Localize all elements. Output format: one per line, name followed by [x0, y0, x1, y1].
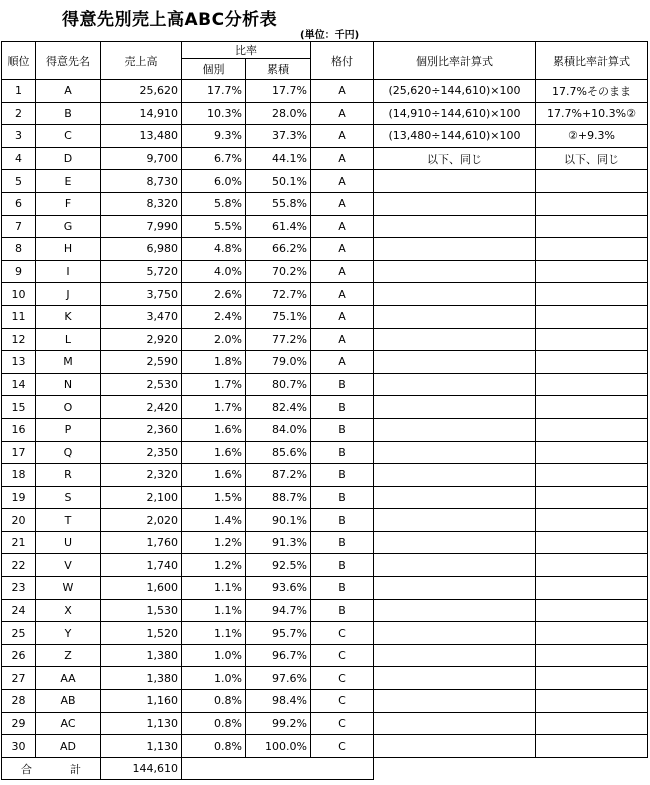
- formula-cumulative-cell: [536, 464, 648, 487]
- cumulative-ratio-cell: 88.7%: [246, 486, 311, 509]
- individual-ratio-cell: 17.7%: [182, 80, 246, 103]
- formula-cumulative-cell: [536, 192, 648, 215]
- formula-individual-cell: (13,480÷144,610)×100: [374, 125, 536, 148]
- formula-cumulative-cell: [536, 531, 648, 554]
- cumulative-ratio-cell: 28.0%: [246, 102, 311, 125]
- table-row: [2, 509, 648, 532]
- formula-individual-cell: [374, 396, 536, 419]
- rank-cell: 1: [2, 80, 36, 103]
- individual-ratio-cell: 1.1%: [182, 622, 246, 645]
- formula-individual-cell: [374, 170, 536, 193]
- individual-ratio-cell: 1.6%: [182, 464, 246, 487]
- table-row: [2, 464, 648, 487]
- formula-cumulative-cell: [536, 260, 648, 283]
- formula-cumulative-cell: [536, 238, 648, 261]
- formula-individual-cell: [374, 373, 536, 396]
- rank-cell: 9: [2, 260, 36, 283]
- formula-cumulative-cell: [536, 373, 648, 396]
- total-blank-area: [374, 757, 648, 780]
- individual-ratio-cell: 1.1%: [182, 599, 246, 622]
- grade-cell: B: [311, 509, 374, 532]
- sales-cell: 2,360: [101, 418, 182, 441]
- formula-cumulative-cell: [536, 690, 648, 713]
- formula-individual-cell: [374, 283, 536, 306]
- header-cumulative: 累積: [246, 59, 311, 80]
- individual-ratio-cell: 1.7%: [182, 373, 246, 396]
- formula-cumulative-cell: [536, 622, 648, 645]
- table-row: [2, 712, 648, 735]
- formula-individual-cell: [374, 531, 536, 554]
- grade-cell: C: [311, 712, 374, 735]
- rank-cell: 14: [2, 373, 36, 396]
- rank-cell: 30: [2, 735, 36, 758]
- sales-cell: 25,620: [101, 80, 182, 103]
- cumulative-ratio-cell: 97.6%: [246, 667, 311, 690]
- cumulative-ratio-cell: 82.4%: [246, 396, 311, 419]
- customer-name-cell: L: [36, 328, 101, 351]
- individual-ratio-cell: 1.8%: [182, 351, 246, 374]
- formula-individual-cell: [374, 192, 536, 215]
- table-row: [2, 667, 648, 690]
- grade-cell: A: [311, 238, 374, 261]
- grade-cell: A: [311, 260, 374, 283]
- cumulative-ratio-cell: 55.8%: [246, 192, 311, 215]
- rank-cell: 7: [2, 215, 36, 238]
- rank-cell: 19: [2, 486, 36, 509]
- formula-cumulative-cell: [536, 509, 648, 532]
- customer-name-cell: Y: [36, 622, 101, 645]
- customer-name-cell: U: [36, 531, 101, 554]
- table-row: [2, 396, 648, 419]
- individual-ratio-cell: 5.5%: [182, 215, 246, 238]
- header-individual: 個別: [182, 59, 246, 80]
- customer-name-cell: D: [36, 147, 101, 170]
- cumulative-ratio-cell: 72.7%: [246, 283, 311, 306]
- sales-cell: 1,740: [101, 554, 182, 577]
- table-row: [2, 690, 648, 713]
- table-row: [2, 215, 648, 238]
- cumulative-ratio-cell: 95.7%: [246, 622, 311, 645]
- grade-cell: C: [311, 622, 374, 645]
- sales-cell: 3,470: [101, 305, 182, 328]
- individual-ratio-cell: 0.8%: [182, 690, 246, 713]
- individual-ratio-cell: 10.3%: [182, 102, 246, 125]
- header-grade: 格付: [311, 42, 374, 80]
- table-row: [2, 147, 648, 170]
- customer-name-cell: M: [36, 351, 101, 374]
- cumulative-ratio-cell: 84.0%: [246, 418, 311, 441]
- formula-cumulative-cell: [536, 599, 648, 622]
- formula-individual-cell: [374, 712, 536, 735]
- grade-cell: B: [311, 577, 374, 600]
- cumulative-ratio-cell: 94.7%: [246, 599, 311, 622]
- sales-cell: 13,480: [101, 125, 182, 148]
- individual-ratio-cell: 1.4%: [182, 509, 246, 532]
- cumulative-ratio-cell: 77.2%: [246, 328, 311, 351]
- formula-individual-cell: [374, 238, 536, 261]
- formula-cumulative-cell: [536, 712, 648, 735]
- sales-cell: 8,320: [101, 192, 182, 215]
- formula-individual-cell: [374, 735, 536, 758]
- formula-cumulative-cell: [536, 283, 648, 306]
- formula-individual-cell: 以下、同じ: [374, 147, 536, 170]
- formula-cumulative-cell: ②+9.3%: [536, 125, 648, 148]
- table-row: [2, 305, 648, 328]
- formula-cumulative-cell: [536, 667, 648, 690]
- table-row: [2, 735, 648, 758]
- total-row: [2, 757, 648, 780]
- table-row: [2, 192, 648, 215]
- rank-cell: 24: [2, 599, 36, 622]
- formula-individual-cell: [374, 690, 536, 713]
- sales-cell: 1,130: [101, 735, 182, 758]
- header-sales: 売上高: [101, 42, 182, 80]
- page-title: 得意先別売上高ABC分析表: [62, 10, 278, 30]
- cumulative-ratio-cell: 92.5%: [246, 554, 311, 577]
- formula-cumulative-cell: [536, 735, 648, 758]
- formula-cumulative-cell: [536, 577, 648, 600]
- rank-cell: 2: [2, 102, 36, 125]
- sales-cell: 2,920: [101, 328, 182, 351]
- cumulative-ratio-cell: 90.1%: [246, 509, 311, 532]
- cumulative-ratio-cell: 17.7%: [246, 80, 311, 103]
- formula-individual-cell: (14,910÷144,610)×100: [374, 102, 536, 125]
- individual-ratio-cell: 2.6%: [182, 283, 246, 306]
- table-row: [2, 102, 648, 125]
- sales-cell: 2,590: [101, 351, 182, 374]
- table-row: [2, 260, 648, 283]
- formula-cumulative-cell: [536, 328, 648, 351]
- rank-cell: 12: [2, 328, 36, 351]
- table-row: [2, 622, 648, 645]
- formula-cumulative-cell: [536, 396, 648, 419]
- customer-name-cell: V: [36, 554, 101, 577]
- individual-ratio-cell: 1.6%: [182, 441, 246, 464]
- table-row: [2, 80, 648, 103]
- customer-name-cell: A: [36, 80, 101, 103]
- sales-cell: 1,760: [101, 531, 182, 554]
- rank-cell: 23: [2, 577, 36, 600]
- formula-individual-cell: [374, 599, 536, 622]
- rank-cell: 28: [2, 690, 36, 713]
- formula-individual-cell: [374, 305, 536, 328]
- grade-cell: A: [311, 283, 374, 306]
- rank-cell: 3: [2, 125, 36, 148]
- grade-cell: A: [311, 125, 374, 148]
- formula-individual-cell: [374, 464, 536, 487]
- grade-cell: A: [311, 147, 374, 170]
- unit-label: (単位：千円): [300, 30, 360, 41]
- individual-ratio-cell: 1.7%: [182, 396, 246, 419]
- formula-cumulative-cell: [536, 418, 648, 441]
- sales-cell: 1,530: [101, 599, 182, 622]
- grade-cell: C: [311, 690, 374, 713]
- formula-individual-cell: [374, 351, 536, 374]
- formula-individual-cell: [374, 328, 536, 351]
- rank-cell: 4: [2, 147, 36, 170]
- customer-name-cell: T: [36, 509, 101, 532]
- cumulative-ratio-cell: 70.2%: [246, 260, 311, 283]
- formula-individual-cell: [374, 644, 536, 667]
- cumulative-ratio-cell: 66.2%: [246, 238, 311, 261]
- sales-cell: 1,380: [101, 667, 182, 690]
- table-row: [2, 577, 648, 600]
- sales-cell: 7,990: [101, 215, 182, 238]
- rank-cell: 22: [2, 554, 36, 577]
- individual-ratio-cell: 9.3%: [182, 125, 246, 148]
- individual-ratio-cell: 6.7%: [182, 147, 246, 170]
- header-customer: 得意先名: [36, 42, 101, 80]
- total-label-char-1: 合: [21, 762, 32, 776]
- formula-individual-cell: [374, 441, 536, 464]
- customer-name-cell: Q: [36, 441, 101, 464]
- customer-name-cell: N: [36, 373, 101, 396]
- table-row: [2, 599, 648, 622]
- cumulative-ratio-cell: 50.1%: [246, 170, 311, 193]
- individual-ratio-cell: 1.0%: [182, 644, 246, 667]
- sales-cell: 5,720: [101, 260, 182, 283]
- customer-name-cell: P: [36, 418, 101, 441]
- individual-ratio-cell: 4.8%: [182, 238, 246, 261]
- customer-name-cell: AC: [36, 712, 101, 735]
- formula-cumulative-cell: [536, 305, 648, 328]
- table-row: [2, 644, 648, 667]
- formula-cumulative-cell: [536, 644, 648, 667]
- total-empty-cell: [182, 757, 374, 780]
- formula-individual-cell: [374, 486, 536, 509]
- individual-ratio-cell: 6.0%: [182, 170, 246, 193]
- individual-ratio-cell: 1.5%: [182, 486, 246, 509]
- sales-cell: 1,130: [101, 712, 182, 735]
- table-row: [2, 238, 648, 261]
- customer-name-cell: K: [36, 305, 101, 328]
- grade-cell: C: [311, 735, 374, 758]
- formula-individual-cell: [374, 215, 536, 238]
- cumulative-ratio-cell: 80.7%: [246, 373, 311, 396]
- table-row: [2, 486, 648, 509]
- grade-cell: B: [311, 373, 374, 396]
- cumulative-ratio-cell: 79.0%: [246, 351, 311, 374]
- sales-cell: 14,910: [101, 102, 182, 125]
- individual-ratio-cell: 1.1%: [182, 577, 246, 600]
- header-formula-cumulative: 累積比率計算式: [536, 42, 648, 80]
- header-rank: 順位: [2, 42, 36, 80]
- table-row: [2, 418, 648, 441]
- formula-individual-cell: [374, 577, 536, 600]
- rank-cell: 21: [2, 531, 36, 554]
- formula-cumulative-cell: 17.7%そのまま: [536, 80, 648, 103]
- individual-ratio-cell: 1.6%: [182, 418, 246, 441]
- rank-cell: 6: [2, 192, 36, 215]
- grade-cell: A: [311, 170, 374, 193]
- cumulative-ratio-cell: 93.6%: [246, 577, 311, 600]
- rank-cell: 27: [2, 667, 36, 690]
- customer-name-cell: AA: [36, 667, 101, 690]
- cumulative-ratio-cell: 96.7%: [246, 644, 311, 667]
- grade-cell: A: [311, 328, 374, 351]
- individual-ratio-cell: 2.4%: [182, 305, 246, 328]
- sales-cell: 3,750: [101, 283, 182, 306]
- table-row: [2, 351, 648, 374]
- header-formula-individual: 個別比率計算式: [374, 42, 536, 80]
- grade-cell: B: [311, 464, 374, 487]
- cumulative-ratio-cell: 91.3%: [246, 531, 311, 554]
- grade-cell: A: [311, 305, 374, 328]
- formula-cumulative-cell: [536, 215, 648, 238]
- rank-cell: 16: [2, 418, 36, 441]
- formula-cumulative-cell: [536, 351, 648, 374]
- table-row: [2, 170, 648, 193]
- grade-cell: B: [311, 441, 374, 464]
- customer-name-cell: G: [36, 215, 101, 238]
- individual-ratio-cell: 1.2%: [182, 554, 246, 577]
- rank-cell: 26: [2, 644, 36, 667]
- customer-name-cell: S: [36, 486, 101, 509]
- sales-cell: 2,320: [101, 464, 182, 487]
- grade-cell: B: [311, 418, 374, 441]
- customer-name-cell: C: [36, 125, 101, 148]
- customer-name-cell: X: [36, 599, 101, 622]
- sales-cell: 9,700: [101, 147, 182, 170]
- formula-individual-cell: [374, 509, 536, 532]
- individual-ratio-cell: 5.8%: [182, 192, 246, 215]
- sales-cell: 6,980: [101, 238, 182, 261]
- sales-cell: 1,160: [101, 690, 182, 713]
- rank-cell: 11: [2, 305, 36, 328]
- cumulative-ratio-cell: 87.2%: [246, 464, 311, 487]
- grade-cell: A: [311, 215, 374, 238]
- cumulative-ratio-cell: 37.3%: [246, 125, 311, 148]
- individual-ratio-cell: 1.2%: [182, 531, 246, 554]
- customer-name-cell: I: [36, 260, 101, 283]
- table-row: [2, 554, 648, 577]
- sales-cell: 1,600: [101, 577, 182, 600]
- individual-ratio-cell: 2.0%: [182, 328, 246, 351]
- rank-cell: 29: [2, 712, 36, 735]
- customer-name-cell: H: [36, 238, 101, 261]
- grade-cell: B: [311, 396, 374, 419]
- table-row: [2, 373, 648, 396]
- individual-ratio-cell: 1.0%: [182, 667, 246, 690]
- formula-individual-cell: [374, 554, 536, 577]
- customer-name-cell: B: [36, 102, 101, 125]
- formula-individual-cell: (25,620÷144,610)×100: [374, 80, 536, 103]
- customer-name-cell: Z: [36, 644, 101, 667]
- formula-individual-cell: [374, 418, 536, 441]
- individual-ratio-cell: 0.8%: [182, 712, 246, 735]
- table-row: [2, 125, 648, 148]
- individual-ratio-cell: 0.8%: [182, 735, 246, 758]
- sales-cell: 8,730: [101, 170, 182, 193]
- formula-cumulative-cell: [536, 170, 648, 193]
- rank-cell: 15: [2, 396, 36, 419]
- cumulative-ratio-cell: 75.1%: [246, 305, 311, 328]
- formula-cumulative-cell: [536, 486, 648, 509]
- customer-name-cell: W: [36, 577, 101, 600]
- table-row: [2, 531, 648, 554]
- customer-name-cell: J: [36, 283, 101, 306]
- formula-cumulative-cell: [536, 441, 648, 464]
- sales-cell: 2,100: [101, 486, 182, 509]
- grade-cell: A: [311, 192, 374, 215]
- rank-cell: 18: [2, 464, 36, 487]
- customer-name-cell: F: [36, 192, 101, 215]
- sales-cell: 2,530: [101, 373, 182, 396]
- header-ratio: 比率: [182, 42, 311, 59]
- cumulative-ratio-cell: 98.4%: [246, 690, 311, 713]
- customer-name-cell: R: [36, 464, 101, 487]
- customer-name-cell: AD: [36, 735, 101, 758]
- rank-cell: 20: [2, 509, 36, 532]
- table-row: [2, 283, 648, 306]
- customer-name-cell: AB: [36, 690, 101, 713]
- table-row: [2, 441, 648, 464]
- formula-individual-cell: [374, 260, 536, 283]
- formula-cumulative-cell: 17.7%+10.3%②: [536, 102, 648, 125]
- grade-cell: B: [311, 486, 374, 509]
- table-row: [2, 328, 648, 351]
- sales-cell: 2,020: [101, 509, 182, 532]
- total-sales-cell: 144,610: [101, 757, 182, 780]
- cumulative-ratio-cell: 99.2%: [246, 712, 311, 735]
- formula-cumulative-cell: 以下、同じ: [536, 147, 648, 170]
- grade-cell: A: [311, 102, 374, 125]
- customer-name-cell: E: [36, 170, 101, 193]
- rank-cell: 8: [2, 238, 36, 261]
- formula-individual-cell: [374, 622, 536, 645]
- cumulative-ratio-cell: 100.0%: [246, 735, 311, 758]
- sales-cell: 2,420: [101, 396, 182, 419]
- formula-individual-cell: [374, 667, 536, 690]
- sales-cell: 2,350: [101, 441, 182, 464]
- cumulative-ratio-cell: 85.6%: [246, 441, 311, 464]
- rank-cell: 13: [2, 351, 36, 374]
- grade-cell: A: [311, 351, 374, 374]
- grade-cell: C: [311, 667, 374, 690]
- abc-analysis-table: [1, 41, 648, 780]
- grade-cell: B: [311, 531, 374, 554]
- sales-cell: 1,520: [101, 622, 182, 645]
- grade-cell: B: [311, 599, 374, 622]
- grade-cell: A: [311, 80, 374, 103]
- sales-cell: 1,380: [101, 644, 182, 667]
- rank-cell: 5: [2, 170, 36, 193]
- rank-cell: 10: [2, 283, 36, 306]
- cumulative-ratio-cell: 61.4%: [246, 215, 311, 238]
- cumulative-ratio-cell: 44.1%: [246, 147, 311, 170]
- customer-name-cell: O: [36, 396, 101, 419]
- formula-cumulative-cell: [536, 554, 648, 577]
- individual-ratio-cell: 4.0%: [182, 260, 246, 283]
- total-label: [2, 757, 101, 780]
- rank-cell: 25: [2, 622, 36, 645]
- grade-cell: C: [311, 644, 374, 667]
- total-label-char-2: 計: [70, 762, 81, 776]
- rank-cell: 17: [2, 441, 36, 464]
- grade-cell: B: [311, 554, 374, 577]
